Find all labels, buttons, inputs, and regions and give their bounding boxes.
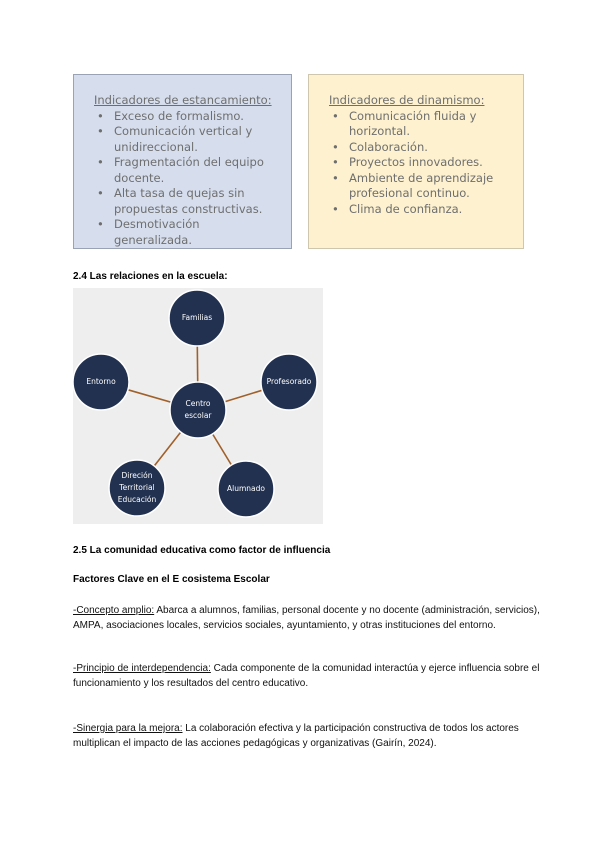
list-item: • Comunicación fluida y horizontal. (329, 109, 513, 140)
section-24-title: 2.4 Las relaciones en la escuela: (73, 271, 228, 282)
direccion-label (118, 470, 157, 506)
list-item: • Comunicación vertical y unidireccional. (94, 124, 281, 155)
dynamism-list (329, 109, 513, 218)
list-item: • Proyectos innovadores. (329, 155, 513, 171)
list-item: • Clima de confianza. (329, 202, 513, 218)
territorial-label-line: Territorial (119, 483, 155, 492)
paragraph-text: Cada componente de la comunidad interactúa y ejerce influencia sobre el funcionamiento y los resultados del centro educativo. (73, 663, 540, 689)
centro-escolar-label (185, 398, 212, 422)
stagnation-indicators-box (73, 74, 292, 249)
escolar-label-line: escolar (184, 411, 212, 420)
section-25-title: 2.5 La comunidad educativa como factor de influencia (73, 545, 331, 556)
stagnation-heading: Indicadores de estancamiento: (94, 93, 272, 107)
list-item: • Ambiente de aprendizaje profesional continuo. (329, 171, 513, 202)
list-item: • Desmotivación generalizada. (94, 217, 281, 248)
section-25-subtitle: Factores Clave en el E cosistema Escolar (73, 574, 270, 585)
paragraph-text: Abarca a alumnos, familias, personal docente y no docente (administración, servicios), AMPA, asociaciones locales, servicios sociales, ayuntamiento, y otras instituciones del entorno. (73, 605, 540, 631)
familias-label: Familias (181, 313, 213, 322)
centro-label-line: Centro (185, 399, 211, 408)
paragraph-term: -Principio de interdependencia: (73, 663, 211, 674)
paragraph-term: -Concepto amplio: (73, 605, 155, 616)
alumnado-label: Alumnado (227, 484, 265, 493)
paragraph-text: La colaboración efectiva y la participación constructiva de todos los actores multiplican el impacto de las acciones pedagógicas y organizativas (Gairín, 2024). (73, 723, 519, 749)
profesorado-label: Profesorado (266, 377, 312, 386)
dynamism-heading: Indicadores de dinamismo: (329, 93, 485, 107)
relations-diagram (73, 288, 323, 524)
list-item: • Colaboración. (329, 140, 513, 156)
list-item: • Fragmentación del equipo docente. (94, 155, 281, 186)
list-item: • Alta tasa de quejas sin propuestas constructivas. (94, 186, 281, 217)
paragraph-term: -Sinergia para la mejora: (73, 723, 183, 734)
list-item: • Exceso de formalismo. (94, 109, 281, 125)
educacion-label-line: Educación (117, 495, 157, 504)
direccion-label-line: Direción (121, 471, 153, 480)
dynamism-indicators-box (308, 74, 524, 249)
paragraph-sinergia (73, 721, 543, 751)
paragraph-interdependencia (73, 661, 543, 691)
paragraph-concepto-amplio (73, 603, 543, 633)
stagnation-list (94, 109, 281, 249)
entorno-label: Entorno (86, 377, 116, 386)
